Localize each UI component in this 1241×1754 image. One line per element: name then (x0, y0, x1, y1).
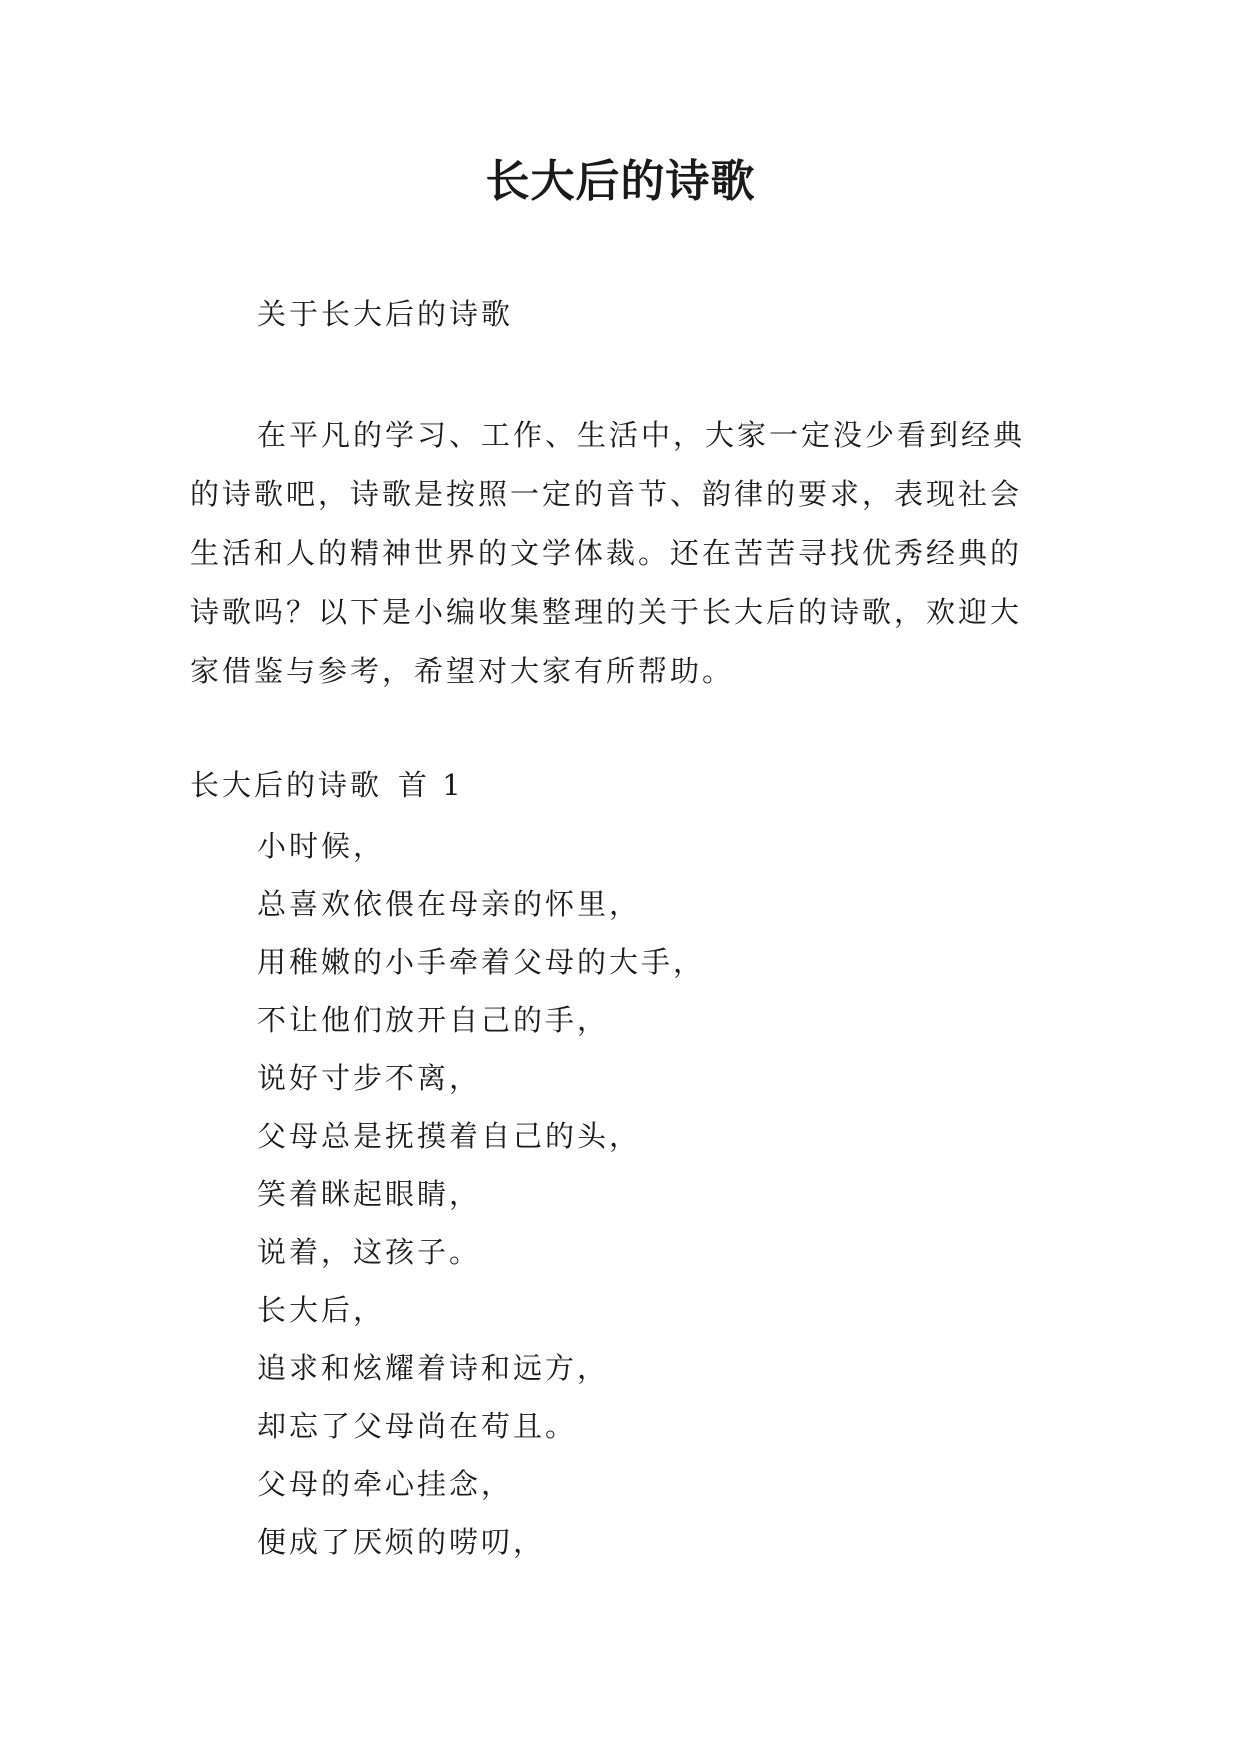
intro-line: 诗歌吗？以下是小编收集整理的关于长大后的诗歌，欢迎大 (190, 595, 1023, 629)
poem-line: 说好寸步不离， (257, 1061, 482, 1095)
intro-line: 在平凡的学习、工作、生活中，大家一定没少看到经典 (257, 418, 1026, 452)
intro-line: 家借鉴与参考，希望对大家有所帮助。 (190, 654, 735, 688)
poem-heading (190, 765, 464, 805)
intro-paragraph (190, 406, 1060, 701)
poem-line: 总喜欢依偎在母亲的怀里， (257, 887, 642, 921)
poem-number: 首 1 (398, 768, 464, 802)
intro-line: 的诗歌吧，诗歌是按照一定的音节、韵律的要求，表现社会 (190, 477, 1023, 511)
poem-line: 小时候， (257, 829, 386, 863)
poem-line: 不让他们放开自己的手， (257, 1003, 610, 1037)
poem-line: 父母总是抚摸着自己的头， (257, 1119, 642, 1153)
intro-line: 生活和人的精神世界的文学体裁。还在苦苦寻找优秀经典的 (190, 536, 1023, 570)
poem-line: 用稚嫩的小手牵着父母的大手， (257, 945, 706, 979)
document-title: 长大后的诗歌 (485, 156, 756, 207)
poem-line: 说着，这孩子。 (257, 1235, 482, 1269)
poem-line: 笑着眯起眼睛， (257, 1177, 482, 1211)
poem-line: 便成了厌烦的唠叨， (257, 1525, 546, 1559)
document-subtitle: 关于长大后的诗歌 (257, 297, 514, 331)
poem-heading-title: 长大后的诗歌 (190, 768, 383, 802)
poem-line: 却忘了父母尚在苟且。 (257, 1409, 578, 1443)
poem-line: 长大后， (257, 1293, 386, 1327)
poem-line: 追求和炫耀着诗和远方， (257, 1351, 610, 1385)
poem-body (257, 817, 705, 1571)
poem-line: 父母的牵心挂念， (257, 1467, 514, 1501)
